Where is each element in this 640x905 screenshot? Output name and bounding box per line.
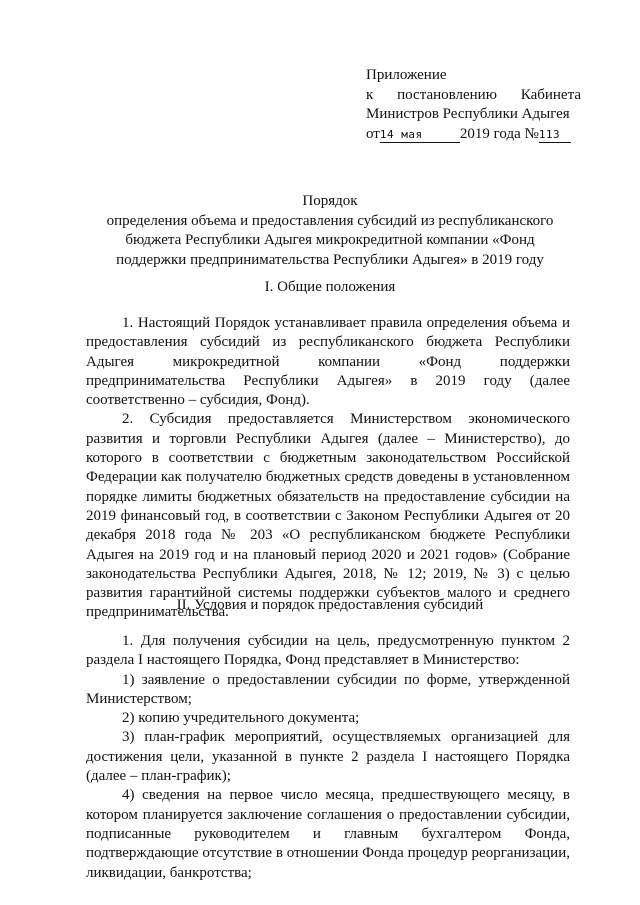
paragraph: 2. Субсидия предоставляется Министерством экономического развития и торговли Республики Адыгея (далее – Министерство), до которого в соответствии с бюджетным законодательством Российской Федерации как получателю бюджетных средств доведены в установленном порядке лимиты бюджетных обязательств на предоставление субсидии на 2019 финансовый год, в соответствии с Законом Республики Адыгея от 20 декабря 2018 года № 203 «О республиканском бюджете Республики Адыгея на 2019 год и на плановый период 2020 и 2021 годов» (Собрание законодательства Республики Адыгея, 2018, № 12; 2019, № 3) с целью развития гарантийной системы поддержки субъектов малого и среднего предпринимательства. xyxy=(86,411,570,621)
paragraph: 1. Для получения субсидии на цель, предусмотренную пунктом 2 раздела I настоящего Порядка, Фонд представляет в Министерство: xyxy=(86,633,570,669)
list-item: 1) заявление о предоставлении субсидии по форме, утвержденной Министерством; xyxy=(86,671,570,707)
title-line: определения объема и предоставления субсидий из республиканского xyxy=(106,212,554,229)
appendix-header xyxy=(366,66,581,144)
date-field xyxy=(380,127,460,143)
document-title xyxy=(60,192,600,270)
number-field xyxy=(539,127,571,143)
title-line: Порядок xyxy=(302,193,358,209)
section-general-body xyxy=(86,314,570,623)
title-line: поддержки предпринимательства Республики Адыгея» в 2019 году xyxy=(116,251,544,268)
appendix-word: к xyxy=(366,86,374,103)
section-conditions-body xyxy=(86,632,570,883)
list-item: 3) план-график мероприятий, осуществляемых организацией для достижения цели, указанной в пункте 2 раздела I настоящего Порядка (далее – план-график); xyxy=(86,729,570,785)
section-heading-general: I. Общие положения xyxy=(264,279,396,295)
appendix-resolution-line xyxy=(366,86,581,106)
appendix-date-line xyxy=(366,125,581,145)
appendix-label: Приложение xyxy=(366,67,447,83)
list-item: 2) копию учредительного документа; xyxy=(122,710,360,727)
date-prefix: от xyxy=(366,125,380,142)
appendix-word: Кабинета xyxy=(520,86,581,103)
paragraph: 1. Настоящий Порядок устанавливает правила определения объема и предоставления субсидий из республиканского бюджета Республики Адыгея микрокредитной компании «Фонд поддержки предпринимательства Республики Адыгея» в 2019 году (далее соответственно – субсидия, Фонд). xyxy=(86,315,570,409)
date-year: 2019 года № xyxy=(459,125,539,142)
section-heading-conditions: II. Условия и порядок предоставления субсидий xyxy=(176,597,484,613)
handwritten-number: 113 xyxy=(538,127,561,141)
appendix-word: постановлению xyxy=(397,86,497,103)
list-item: 4) сведения на первое число месяца, предшествующего месяцу, в котором планируется заключение соглашения о предоставлении субсидии, подписанные руководителем и главным бухгалтером Фонда, подтверждающие отсутствие в отношении Фонда процедур реорганизации, ликвидации, банкротства; xyxy=(86,787,570,881)
handwritten-date: 14 мая xyxy=(379,127,423,141)
appendix-cabinet-line: Министров Республики Адыгея xyxy=(366,106,570,122)
title-line: бюджета Республики Адыгея микрокредитной компании «Фонд xyxy=(125,232,535,248)
